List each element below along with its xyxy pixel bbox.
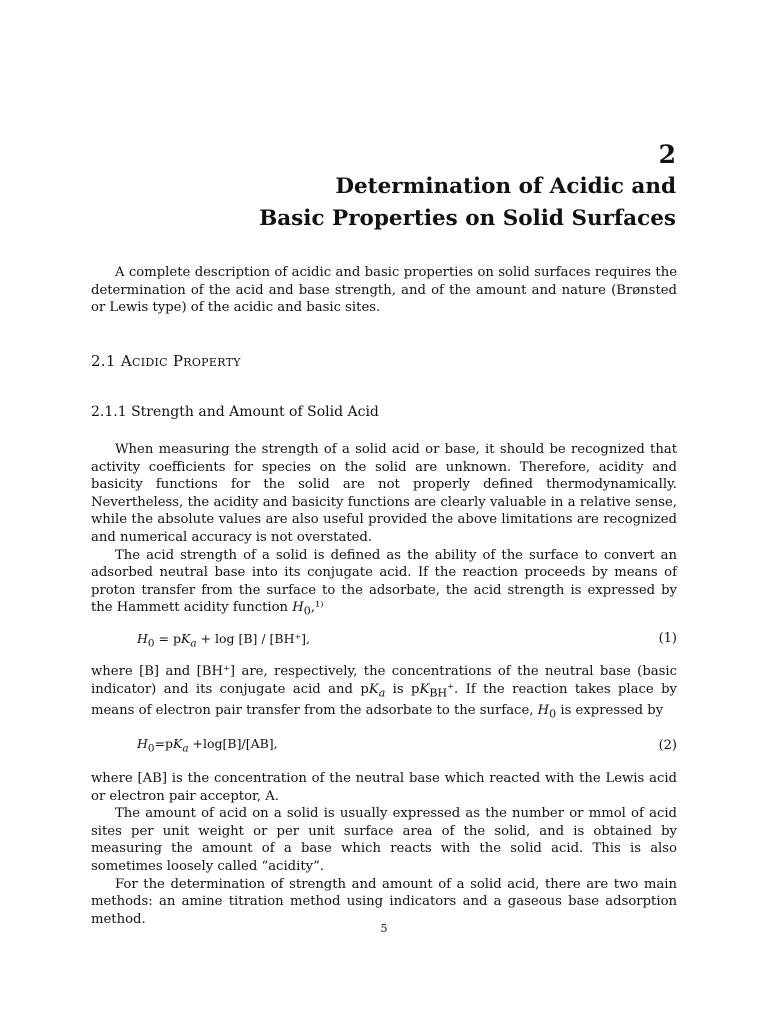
paragraph-3: where [B] and [BH⁺] are, respectively, the concentrations of the neutral base (basic indicator) and its conjugate acid and $pK_a$ is $pK_{BH}^+$. If the reaction takes place by means of electron pair transfer from the adsorbate to the surface, $H_0$ is expressed by	[91, 664, 678, 721]
equation-2: $H_0=pK_a +\log[B]/[AB]$,	[137, 736, 278, 755]
equation-2-number: (2)	[658, 738, 677, 753]
section-number: 2.1	[91, 352, 116, 370]
subsection-title: Strength and Amount of Solid Acid	[131, 404, 379, 420]
section-title: Acidic Property	[120, 352, 241, 370]
body-text-block-1	[91, 441, 677, 621]
paragraph-6: For the determination of strength and amount of a solid acid, there are two main methods: an amine titration method using indicators and a gaseous base adsorption method.	[91, 876, 677, 927]
paragraph-2: The acid strength of a solid is defined as the ability of the surface to convert an adsorbed neutral base into its conjugate acid. If the reaction proceeds by means of proton transfer from the surface to the adsorbate, the acid strength is expressed by the Hammett acidity function $H_0,^{1)}$	[91, 547, 677, 618]
section-heading	[91, 352, 241, 370]
chapter-title-line-1: Determination of Acidic and	[335, 174, 676, 199]
paragraph-4: where [AB] is the concentration of the neutral base which reacted with the Lewis acid or electron pair acceptor, A.	[91, 771, 677, 804]
paragraph-1: When measuring the strength of a solid acid or base, it should be recognized that activity coefficients for species on the solid are unknown. Therefore, acidity and basicity functions for the solid are not properly defined thermodynamically. Nevertheless, the acidity and basicity functions are clearly valuable in a relative sense, while the absolute values are also useful provided the above limitations are recognized and numerical accuracy is not overstated.	[91, 442, 677, 545]
subsection-heading	[91, 404, 379, 420]
intro-paragraph	[91, 264, 677, 317]
body-text-block-3	[91, 770, 677, 928]
chapter-title	[259, 171, 676, 235]
paragraph-5: The amount of acid on a solid is usually expressed as the number or mmol of acid sites per unit weight or per unit surface area of the solid, and is obtained by measuring the amount of a base which reacts with the solid acid. This is also sometimes loosely called “acidity”.	[91, 806, 677, 874]
body-text-block-2	[91, 663, 677, 723]
chapter-title-line-2: Basic Properties on Solid Surfaces	[259, 206, 676, 231]
subsection-number: 2.1.1	[91, 404, 127, 420]
chapter-number: 2	[658, 140, 676, 169]
intro-text: A complete description of acidic and basic properties on solid surfaces requires the determination of the acid and base strength, and of the amount and nature (Brønsted or Lewis type) of the acidic and basic sites.	[91, 265, 677, 316]
equation-1-number: (1)	[658, 631, 677, 646]
page-number: 5	[380, 922, 388, 935]
equation-1: $H_0 = pK_a + \log [B] / [BH^+]$,	[137, 631, 310, 650]
